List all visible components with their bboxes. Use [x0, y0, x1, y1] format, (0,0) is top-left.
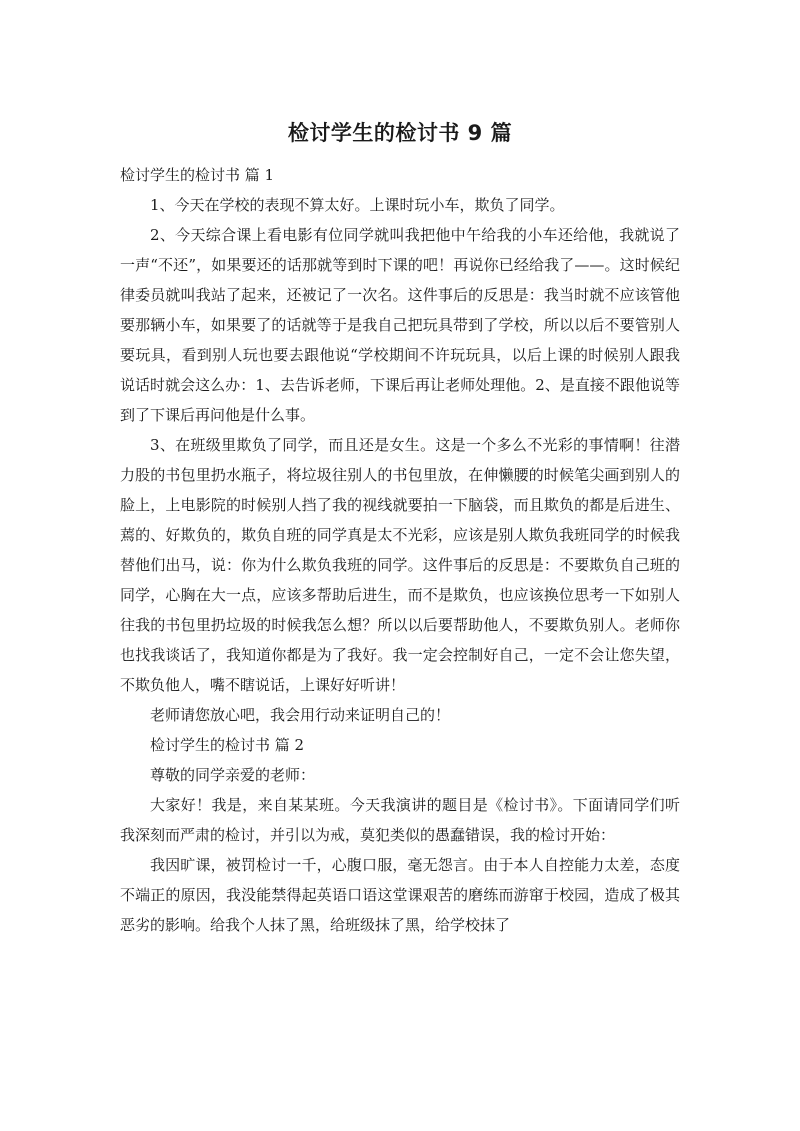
paragraph: 老师请您放心吧，我会用行动来证明自己的！: [150, 706, 451, 724]
section-heading-1: 检讨学生的检讨书 篇 1: [120, 166, 275, 184]
paragraph: 我因旷课，被罚检讨一千，心腹口服，毫无怨言。由于本人自控能力太差，态度不端正的原因，我没能禁得起英语口语这堂课艰苦的磨练而游窜于校园，造成了极其恶劣的影响。给我个人抹了黑，给班级抹了黑，给学校抹了: [120, 856, 680, 934]
paragraph: 3、在班级里欺负了同学，而且还是女生。这是一个多么不光彩的事情啊！往潜力股的书包里扔水瓶子，将垃圾往别人的书包里放，在伸懒腰的时候笔尖画到别人的脸上，上电影院的时候别人挡了我的视线就要拍一下脑袋，而且欺负的都是后进生、蔫的、好欺负的，欺负自班的同学真是太不光彩，应该是别人欺负我班同学的时候我替他们出马，说：你为什么欺负我班的同学。这件事后的反思是：不要欺负自己班的同学，心胸在大一点，应该多帮助后进生，而不是欺负，也应该换位思考一下如别人往我的书包里扔垃圾的时候我怎么想？所以以后要帮助他人，不要欺负别人。老师你也找我谈话了，我知道你都是为了我好。我一定会控制好自己，一定不会让您失望，不欺负他人，嘴不瞎说话，上课好好听讲！: [120, 436, 680, 694]
paragraph: 1、今天在学校的表现不算太好。上课时玩小车，欺负了同学。: [150, 196, 565, 214]
paragraph: 2、今天综合课上看电影有位同学就叫我把他中午给我的小车还给他，我就说了一声“不还”，如果要还的话那就等到时下课的吧！再说你已经给我了——。这时候纪律委员就叫我站了起来，还被记了一次名。这件事后的反思是：我当时就不应该管他要那辆小车，如果要了的话就等于是我自己把玩具带到了学校，所以以后不要管别人要玩具，看到别人玩也要去跟他说“学校期间不许玩玩具，以后上课的时候别人跟我说话时就会这么办：1、去告诉老师，下课后再让老师处理他。2、是直接不跟他说等到了下课后再问他是什么事。: [120, 226, 680, 424]
salutation: 尊敬的同学亲爱的老师：: [150, 766, 316, 784]
document-title: 检讨学生的检讨书 9 篇: [287, 121, 513, 145]
section-heading-2: 检讨学生的检讨书 篇 2: [150, 736, 305, 754]
document-body: [120, 160, 680, 940]
paragraph: 大家好！我是，来自某某班。今天我演讲的题目是《检讨书》。下面请同学们听我深刻而严肃的检讨，并引以为戒，莫犯类似的愚蠢错误，我的检讨开始：: [120, 796, 680, 844]
